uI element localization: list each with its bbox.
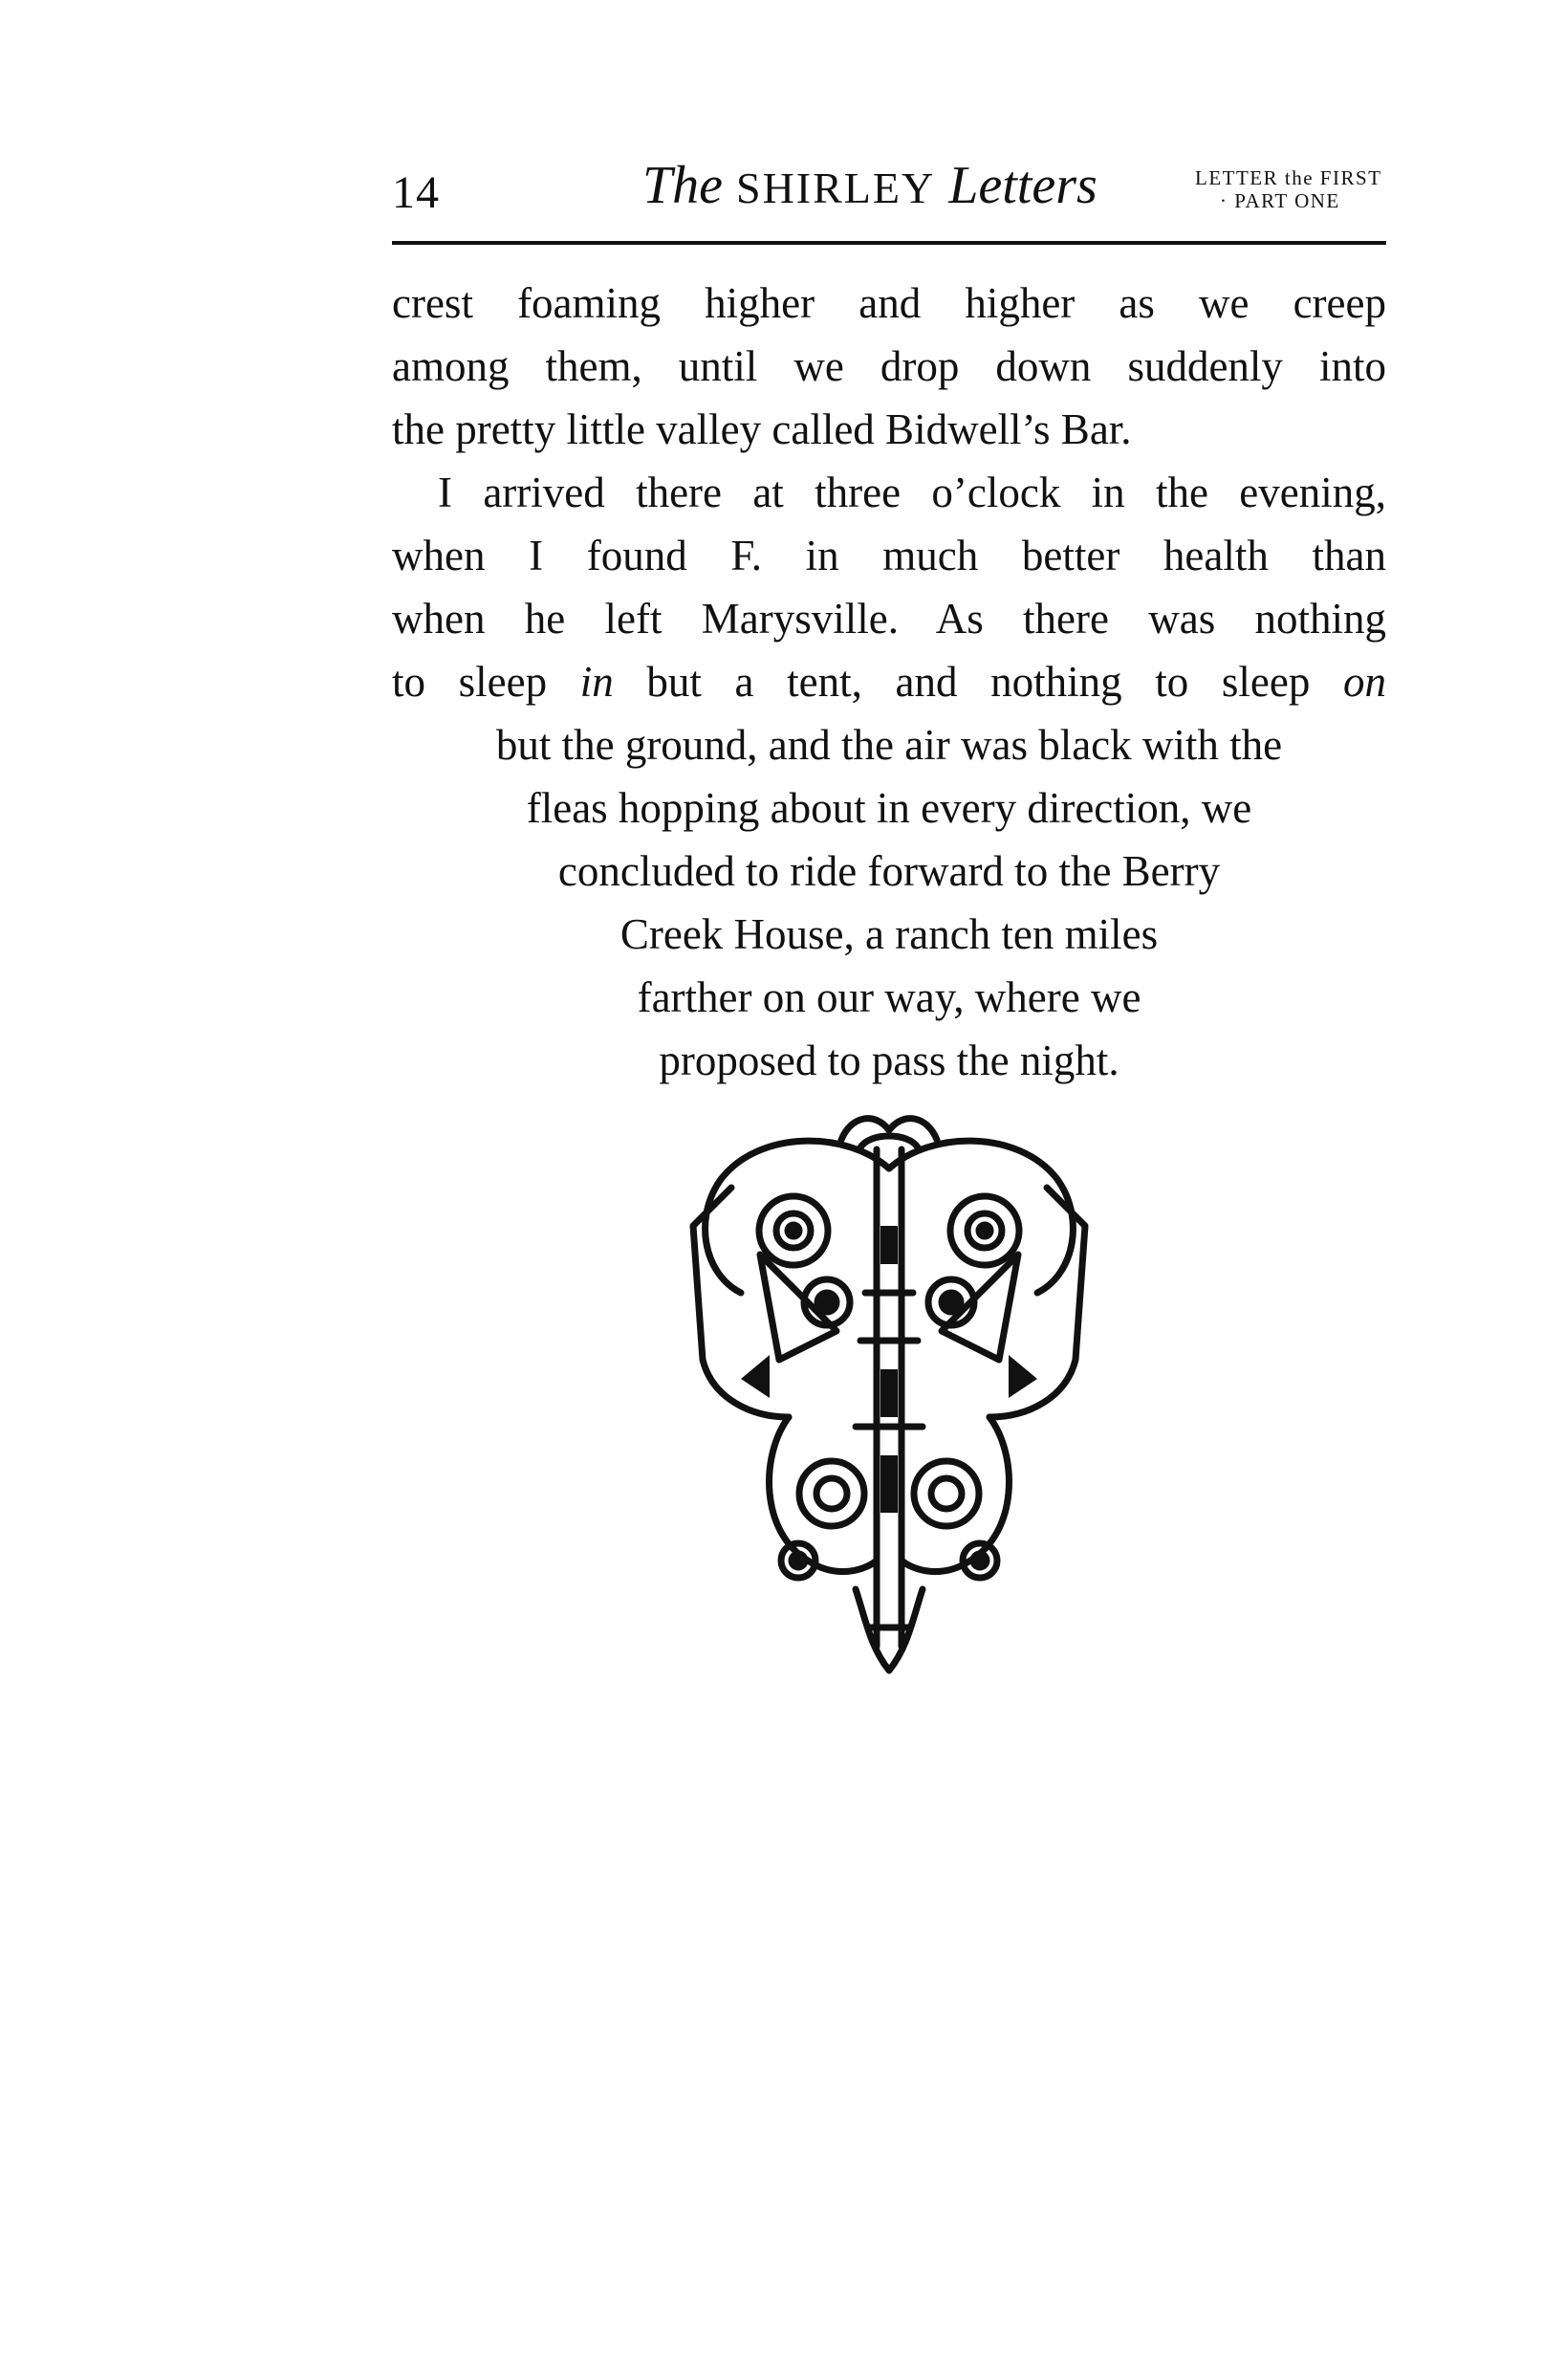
book-title [642, 155, 1097, 216]
running-head [392, 153, 1386, 229]
text-line: proposed to pass the night. [659, 1037, 1119, 1084]
text-line: Creek House, a ranch ten miles [619, 910, 1159, 958]
letter-label-line-1: LETTER the FIRST [1195, 166, 1382, 189]
text-line: farther on our way, where we [637, 973, 1141, 1021]
letter-label-line-2: · PART ONE [1220, 189, 1340, 212]
book-title-shirley: SHIRLEY [736, 164, 936, 212]
text-line: concluded to ride forward to the Berry [557, 847, 1221, 895]
body-text [392, 272, 1386, 1092]
text-line [392, 650, 1386, 713]
text-line: when I found F. in much better health than [392, 532, 1386, 579]
text-line: when he left Marysville. As there was nothing [392, 595, 1386, 643]
page-number: 14 [392, 167, 440, 218]
text-line: crest foaming higher and higher as we creep [392, 279, 1386, 327]
italic-word: in [579, 658, 614, 706]
italic-word: on [1343, 658, 1387, 706]
book-title-the: The [642, 156, 723, 215]
text-line: but the ground, and the air was black with the [495, 721, 1283, 769]
book-title-letters: Letters [948, 156, 1097, 215]
text-line: fleas hopping about in every direction, we [526, 784, 1252, 832]
text-line: I arrived there at three o’clock in the evening, [438, 469, 1386, 516]
letter-part-label [1195, 166, 1382, 212]
text-line: the pretty little valley called Bidwell’s Bar. [392, 405, 1132, 453]
text-segment: but a tent, and nothing to sleep [646, 658, 1311, 706]
ornate-scroll-tailpiece-icon [674, 1111, 1104, 1675]
header-rule [392, 241, 1386, 245]
text-segment: to sleep [392, 658, 548, 706]
text-line: among them, until we drop down suddenly into [392, 342, 1386, 390]
